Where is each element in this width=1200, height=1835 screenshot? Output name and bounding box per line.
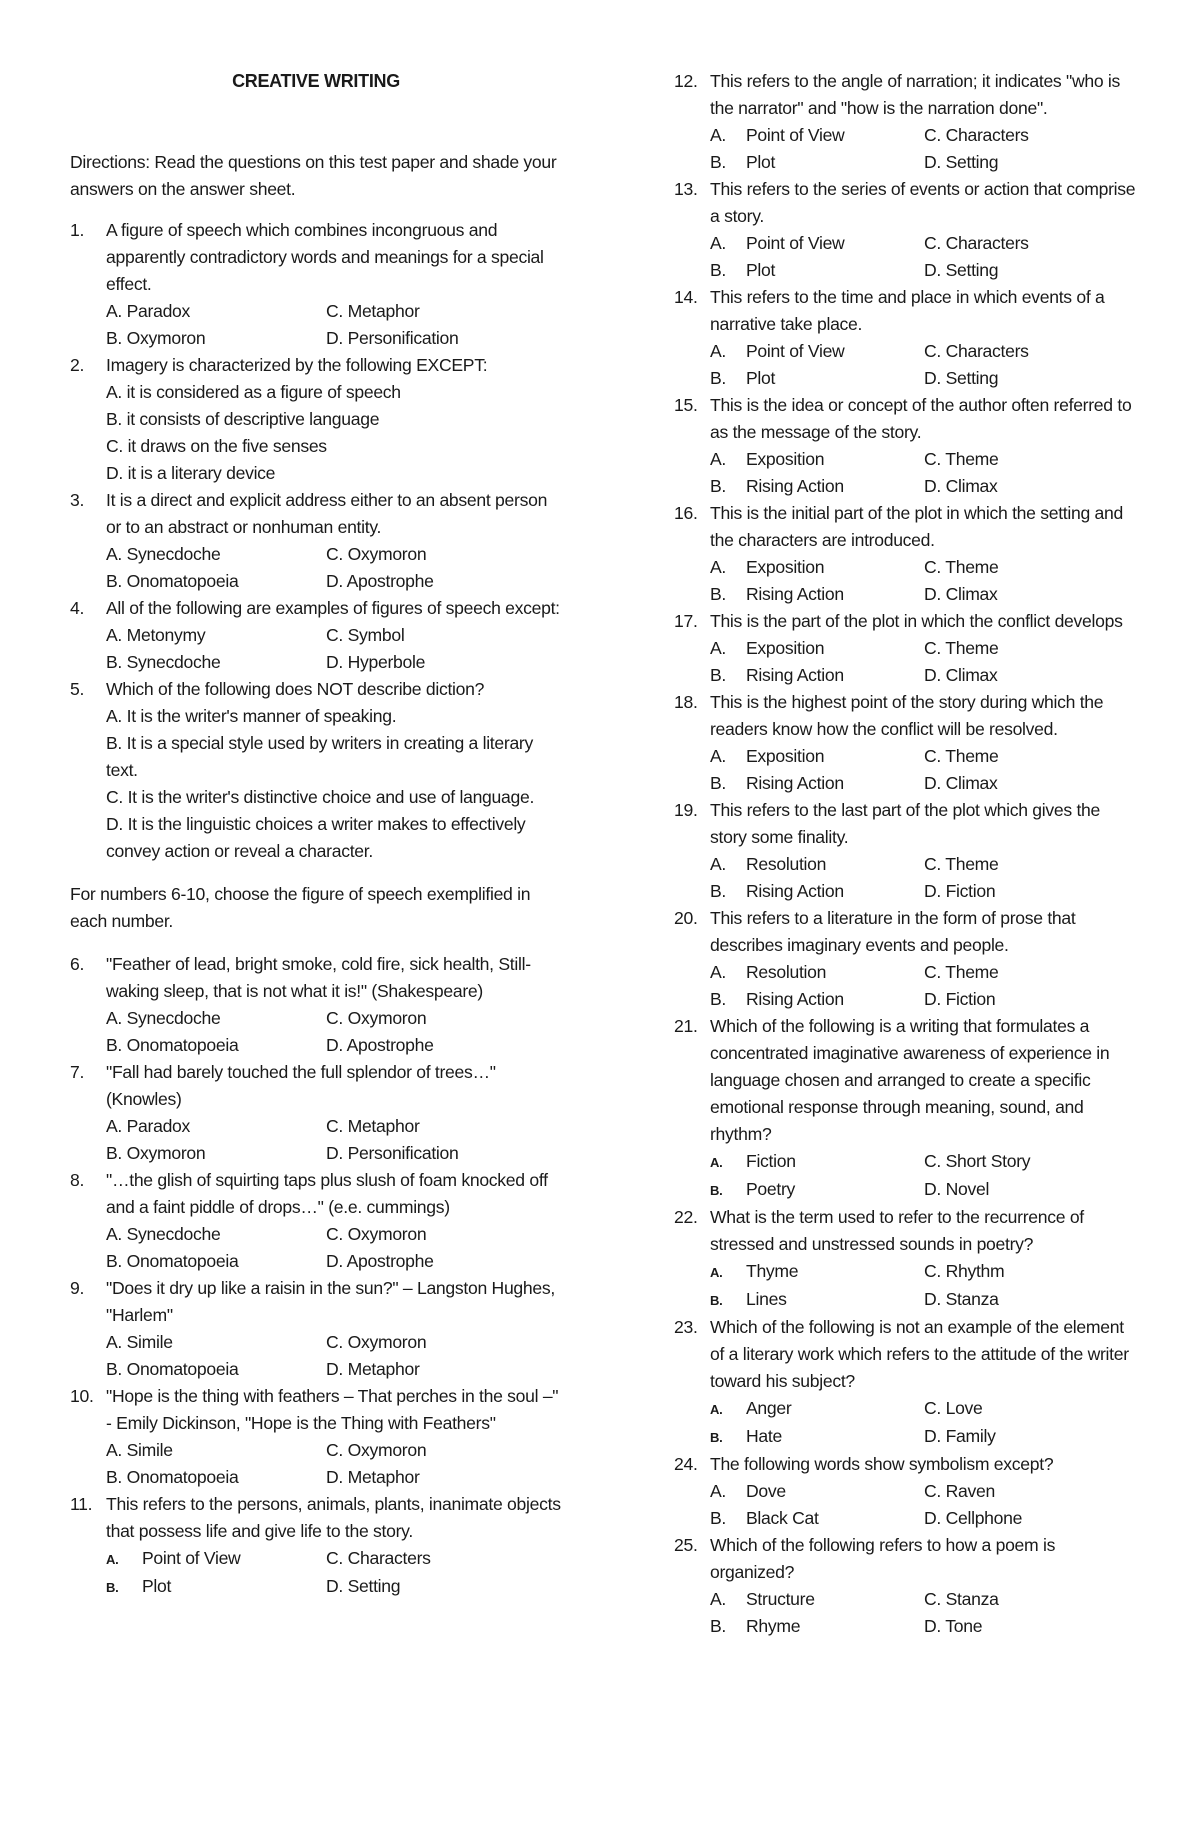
question-11 [70, 1491, 562, 1601]
option-text: Point of View [746, 125, 845, 145]
option-text: Plot [746, 368, 776, 388]
option-d: D. Climax [924, 476, 998, 496]
question-text: Which of the following is not an example of the element of a literary work which refers to the attitude of the writer toward his subject? [710, 1317, 1129, 1391]
question-5 [70, 676, 562, 865]
question-number: 11. [70, 1494, 93, 1514]
option-a [710, 338, 924, 365]
option-c: C. Oxymoron [326, 1008, 427, 1028]
option-b: B. Synecdoche [106, 652, 221, 672]
option-letter: A. [710, 1402, 723, 1417]
option-c: C. Theme [924, 962, 999, 982]
option-text: Plot [142, 1576, 172, 1596]
question-number: 23. [674, 1317, 698, 1337]
option-a [710, 959, 924, 986]
option-a: A. Simile [106, 1440, 173, 1460]
option-c: C. Short Story [924, 1151, 1031, 1171]
option-d: D. Fiction [924, 989, 996, 1009]
option-b [710, 1423, 924, 1451]
option-letter: B. [710, 665, 727, 685]
question-number: 16. [674, 503, 698, 523]
option-b [710, 257, 924, 284]
question-9 [70, 1275, 562, 1383]
question-number: 12. [674, 71, 698, 91]
question-text: Which of the following is a writing that formulates a concentrated imaginative awareness of experience in language chosen and arranged to create a specific emotional response through meaning, sound, and rhythm? [710, 1016, 1110, 1144]
question-number: 19. [674, 800, 698, 820]
question-text: "Hope is the thing with feathers – That perches in the soul –" - Emily Dickinson, "Hope is the Thing with Feathers" [106, 1386, 559, 1433]
option-text: Point of View [746, 233, 845, 253]
option-text: Poetry [746, 1179, 796, 1199]
option-c: C. It is the writer's distinctive choice and use of language. [106, 787, 535, 807]
question-number: 9. [70, 1278, 85, 1298]
question-text: Which of the following refers to how a poem is organized? [710, 1535, 1056, 1582]
question-8 [70, 1167, 562, 1275]
option-letter: B. [710, 584, 727, 604]
question-number: 5. [70, 679, 85, 699]
question-number: 8. [70, 1170, 85, 1190]
question-21 [674, 1013, 1138, 1204]
option-d: D. Apostrophe [326, 1251, 434, 1271]
option-d: D. Hyperbole [326, 652, 426, 672]
question-18 [674, 689, 1138, 797]
option-b [710, 878, 924, 905]
question-25 [674, 1532, 1138, 1640]
question-19 [674, 797, 1138, 905]
directions-text: Directions: Read the questions on this test paper and shade your answers on the answer sheet. [70, 152, 557, 199]
option-text: Rising Action [746, 665, 844, 685]
option-letter: A. [710, 341, 727, 361]
answer-options [710, 635, 1138, 689]
option-letter: B. [710, 476, 727, 496]
option-d: D. Novel [924, 1179, 990, 1199]
option-text: Resolution [746, 962, 827, 982]
option-text: Exposition [746, 449, 825, 469]
option-a: A. Synecdoche [106, 1224, 221, 1244]
option-a: A. Synecdoche [106, 1008, 221, 1028]
option-a: A. Simile [106, 1332, 173, 1352]
question-number: 25. [674, 1535, 698, 1555]
option-text: Thyme [746, 1261, 799, 1281]
option-d: D. Apostrophe [326, 1035, 434, 1055]
option-letter: B. [710, 1508, 727, 1528]
option-b [710, 365, 924, 392]
option-text: Black Cat [746, 1508, 819, 1528]
option-b: B. Onomatopoeia [106, 1035, 239, 1055]
option-text: Rising Action [746, 476, 844, 496]
option-a [710, 635, 924, 662]
option-c: C. Characters [924, 233, 1029, 253]
question-23 [674, 1314, 1138, 1451]
option-a [710, 1586, 924, 1613]
question-number: 4. [70, 598, 85, 618]
question-17 [674, 608, 1138, 689]
question-1 [70, 217, 562, 352]
option-letter: B. [710, 773, 727, 793]
option-text: Plot [746, 260, 776, 280]
option-letter: A. [710, 746, 727, 766]
question-number: 7. [70, 1062, 85, 1082]
answer-options [710, 122, 1138, 176]
question-number: 18. [674, 692, 698, 712]
option-text: Point of View [142, 1548, 241, 1568]
option-c: C. Oxymoron [326, 1332, 427, 1352]
option-letter: A. [710, 233, 727, 253]
option-d: D. Tone [924, 1616, 983, 1636]
question-text: This is the initial part of the plot in which the setting and the characters are introduced. [710, 503, 1123, 550]
page-title: CREATIVE WRITING [232, 71, 400, 91]
option-text: Plot [746, 152, 776, 172]
answer-options [106, 1221, 562, 1275]
question-15 [674, 392, 1138, 500]
answer-options [710, 1395, 1138, 1451]
option-d: D. Setting [924, 368, 999, 388]
option-d: D. Metaphor [326, 1467, 420, 1487]
answer-options [106, 379, 562, 487]
option-letter: B. [106, 1580, 119, 1595]
option-a [710, 851, 924, 878]
question-text: This refers to the last part of the plot which gives the story some finality. [710, 800, 1101, 847]
option-d: D. Family [924, 1426, 996, 1446]
option-text: Rising Action [746, 881, 844, 901]
option-a: A. Paradox [106, 1116, 191, 1136]
option-text: Rhyme [746, 1616, 801, 1636]
option-letter: B. [710, 881, 727, 901]
question-text: What is the term used to refer to the recurrence of stressed and unstressed sounds in poetry? [710, 1207, 1084, 1254]
option-text: Lines [746, 1289, 787, 1309]
question-text: This refers to the angle of narration; it indicates "who is the narrator" and "how is the narration done". [710, 71, 1121, 118]
question-14 [674, 284, 1138, 392]
option-a [710, 1148, 924, 1176]
option-letter: B. [710, 1616, 727, 1636]
option-c: C. Metaphor [326, 1116, 420, 1136]
question-text: "Feather of lead, bright smoke, cold fire, sick health, Still-waking sleep, that is not what it is!" (Shakespeare) [106, 954, 531, 1001]
question-text: Which of the following does NOT describe diction? [106, 679, 485, 699]
option-a [710, 1258, 924, 1286]
question-text: The following words show symbolism except? [710, 1454, 1054, 1474]
answer-options [710, 446, 1138, 500]
question-text: This refers to the persons, animals, plants, inanimate objects that possess life and give life to the story. [106, 1494, 561, 1541]
option-c: C. Oxymoron [326, 1224, 427, 1244]
answer-options [106, 1005, 562, 1059]
option-b [710, 1613, 924, 1640]
option-a [710, 446, 924, 473]
option-a [710, 554, 924, 581]
option-letter: B. [710, 368, 727, 388]
option-a [710, 230, 924, 257]
option-letter: A. [710, 962, 727, 982]
option-d: D. Climax [924, 665, 998, 685]
question-number: 14. [674, 287, 698, 307]
option-a [710, 743, 924, 770]
question-number: 2. [70, 355, 85, 375]
option-text: Exposition [746, 557, 825, 577]
option-c: C. Raven [924, 1481, 995, 1501]
option-d: D. Setting [326, 1576, 401, 1596]
option-letter: A. [710, 1481, 727, 1501]
option-b [710, 662, 924, 689]
option-c: C. Stanza [924, 1589, 999, 1609]
option-letter: A. [710, 557, 727, 577]
option-c: C. Theme [924, 638, 999, 658]
instructions-6-10: For numbers 6-10, choose the figure of speech exemplified in each number. [70, 884, 531, 931]
option-text: Dove [746, 1481, 786, 1501]
option-letter: A. [106, 1552, 119, 1567]
question-number: 17. [674, 611, 698, 631]
option-a: A. it is considered as a figure of speech [106, 382, 401, 402]
question-number: 21. [674, 1016, 698, 1036]
option-d: D. Setting [924, 152, 999, 172]
option-text: Point of View [746, 341, 845, 361]
option-a: A. It is the writer's manner of speaking. [106, 706, 397, 726]
answer-options [106, 1329, 562, 1383]
question-4 [70, 595, 562, 676]
question-text: This is the part of the plot in which the conflict develops [710, 611, 1123, 631]
question-number: 13. [674, 179, 698, 199]
option-letter: A. [710, 449, 727, 469]
answer-options [710, 959, 1138, 1013]
option-text: Exposition [746, 746, 825, 766]
answer-options [106, 298, 562, 352]
option-letter: A. [710, 1589, 727, 1609]
answer-options [710, 1148, 1138, 1204]
option-text: Exposition [746, 638, 825, 658]
question-20 [674, 905, 1138, 1013]
question-number: 15. [674, 395, 698, 415]
option-a [710, 122, 924, 149]
option-b [710, 1505, 924, 1532]
option-d: D. Setting [924, 260, 999, 280]
question-number: 10. [70, 1386, 94, 1406]
option-text: Resolution [746, 854, 827, 874]
option-b: B. it consists of descriptive language [106, 409, 380, 429]
option-c: C. Theme [924, 854, 999, 874]
option-text: Fiction [746, 1151, 796, 1171]
option-letter: A. [710, 638, 727, 658]
question-number: 24. [674, 1454, 698, 1474]
option-d: D. it is a literary device [106, 463, 276, 483]
answer-options [710, 743, 1138, 797]
option-c: C. Theme [924, 746, 999, 766]
option-a [106, 1545, 326, 1573]
option-c: C. Oxymoron [326, 544, 427, 564]
question-6 [70, 951, 562, 1059]
option-c: C. Love [924, 1398, 983, 1418]
question-text: This refers to the time and place in which events of a narrative take place. [710, 287, 1105, 334]
option-letter: A. [710, 125, 727, 145]
answer-options [106, 1545, 562, 1601]
option-a: A. Paradox [106, 301, 191, 321]
option-letter: B. [710, 1183, 723, 1198]
option-c: C. Characters [326, 1548, 431, 1568]
option-d: D. Cellphone [924, 1508, 1023, 1528]
option-c: C. it draws on the five senses [106, 436, 327, 456]
question-text: This is the highest point of the story during which the readers know how the conflict will be resolved. [710, 692, 1104, 739]
option-a [710, 1395, 924, 1423]
right-column [674, 68, 1138, 1835]
option-d: D. Apostrophe [326, 571, 434, 591]
option-b [710, 986, 924, 1013]
question-22 [674, 1204, 1138, 1314]
option-letter: B. [710, 1430, 723, 1445]
answer-options [710, 338, 1138, 392]
option-d: D. Personification [326, 1143, 459, 1163]
option-b [710, 581, 924, 608]
option-d: D. It is the linguistic choices a writer makes to effectively convey action or reveal a character. [106, 814, 526, 861]
option-letter: A. [710, 854, 727, 874]
option-text: Anger [746, 1398, 792, 1418]
option-a: A. Synecdoche [106, 544, 221, 564]
option-b: B. Onomatopoeia [106, 1251, 239, 1271]
option-d: D. Personification [326, 328, 459, 348]
option-d: D. Metaphor [326, 1359, 420, 1379]
question-text: All of the following are examples of figures of speech except: [106, 598, 560, 618]
answer-options [106, 622, 562, 676]
answer-options [106, 1113, 562, 1167]
question-16 [674, 500, 1138, 608]
answer-options [710, 1258, 1138, 1314]
option-text: Rising Action [746, 989, 844, 1009]
question-13 [674, 176, 1138, 284]
option-c: C. Symbol [326, 625, 405, 645]
option-letter: B. [710, 152, 727, 172]
answer-options [710, 554, 1138, 608]
question-text: "Fall had barely touched the full splendor of trees…" (Knowles) [106, 1062, 496, 1109]
option-letter: B. [710, 989, 727, 1009]
answer-options [106, 703, 562, 865]
option-c: C. Oxymoron [326, 1440, 427, 1460]
question-text: Imagery is characterized by the following EXCEPT: [106, 355, 488, 375]
answer-options [710, 1586, 1138, 1640]
option-b: B. Oxymoron [106, 328, 206, 348]
option-d: D. Climax [924, 773, 998, 793]
option-c: C. Theme [924, 449, 999, 469]
answer-options [710, 1478, 1138, 1532]
option-d: D. Fiction [924, 881, 996, 901]
option-b [710, 473, 924, 500]
option-text: Hate [746, 1426, 782, 1446]
question-2 [70, 352, 562, 487]
question-number: 22. [674, 1207, 698, 1227]
question-text: This refers to the series of events or action that comprise a story. [710, 179, 1136, 226]
question-12 [674, 68, 1138, 176]
option-b [106, 1573, 326, 1601]
question-7 [70, 1059, 562, 1167]
option-c: C. Rhythm [924, 1261, 1005, 1281]
option-text: Rising Action [746, 773, 844, 793]
option-a [710, 1478, 924, 1505]
question-10 [70, 1383, 562, 1491]
question-text: "…the glish of squirting taps plus slush of foam knocked off and a faint piddle of drops…" (e.e. cummings) [106, 1170, 548, 1217]
option-text: Rising Action [746, 584, 844, 604]
question-text: "Does it dry up like a raisin in the sun?" – Langston Hughes, "Harlem" [106, 1278, 555, 1325]
question-number: 3. [70, 490, 85, 510]
option-c: C. Metaphor [326, 301, 420, 321]
option-b: B. Onomatopoeia [106, 571, 239, 591]
question-text: This is the idea or concept of the author often referred to as the message of the story. [710, 395, 1132, 442]
question-text: A figure of speech which combines incongruous and apparently contradictory words and meanings for a special effect. [106, 220, 544, 294]
option-c: C. Characters [924, 125, 1029, 145]
answer-options [710, 230, 1138, 284]
option-c: C. Characters [924, 341, 1029, 361]
question-24 [674, 1451, 1138, 1532]
option-letter: A. [710, 1155, 723, 1170]
question-number: 6. [70, 954, 85, 974]
option-b [710, 149, 924, 176]
question-number: 20. [674, 908, 698, 928]
option-b: B. It is a special style used by writers in creating a literary text. [106, 733, 533, 780]
option-b: B. Onomatopoeia [106, 1467, 239, 1487]
question-number: 1. [70, 220, 85, 240]
option-d: D. Climax [924, 584, 998, 604]
option-b: B. Oxymoron [106, 1143, 206, 1163]
option-b [710, 1286, 924, 1314]
question-text: This refers to a literature in the form of prose that describes imaginary events and people. [710, 908, 1076, 955]
question-text: It is a direct and explicit address either to an absent person or to an abstract or nonhuman entity. [106, 490, 548, 537]
option-b [710, 1176, 924, 1204]
option-letter: A. [710, 1265, 723, 1280]
option-d: D. Stanza [924, 1289, 999, 1309]
answer-options [710, 851, 1138, 905]
answer-options [106, 1437, 562, 1491]
option-text: Structure [746, 1589, 815, 1609]
option-b: B. Onomatopoeia [106, 1359, 239, 1379]
option-a: A. Metonymy [106, 625, 206, 645]
question-3 [70, 487, 562, 595]
option-letter: B. [710, 260, 727, 280]
option-b [710, 770, 924, 797]
left-column [70, 68, 562, 1835]
option-c: C. Theme [924, 557, 999, 577]
option-letter: B. [710, 1293, 723, 1308]
answer-options [106, 541, 562, 595]
